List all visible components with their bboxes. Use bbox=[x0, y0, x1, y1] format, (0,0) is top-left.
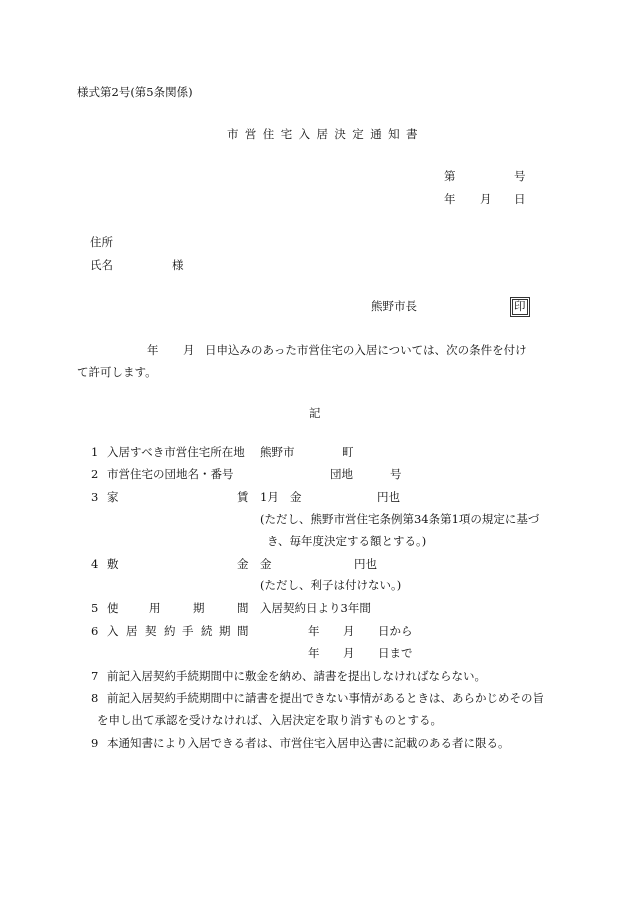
item3-yen: 円也 bbox=[377, 490, 400, 504]
document-title: 市営住宅入居決定通知書 bbox=[227, 127, 424, 141]
item-number: 5 bbox=[91, 601, 99, 615]
item1-label: 入居すべき市営住宅所在地 bbox=[107, 445, 245, 459]
item4-note: (ただし、利子は付けない。) bbox=[260, 578, 402, 592]
form-label: 様式第2号(第5条関係) bbox=[77, 85, 193, 99]
item5-char: 間 bbox=[237, 601, 249, 615]
item9-text: 本通知書により入居できる者は、市営住宅入居申込書に記載のある者に限る。 bbox=[107, 736, 510, 750]
item6-char: 手 bbox=[182, 624, 194, 638]
name-label: 氏名 bbox=[90, 258, 113, 272]
item-number: 2 bbox=[91, 467, 99, 481]
item2-gou: 号 bbox=[390, 467, 402, 481]
item3-chin: 賃 bbox=[237, 490, 249, 504]
item-number: 1 bbox=[91, 445, 99, 459]
address-label: 住所 bbox=[90, 235, 113, 249]
item6-from-month: 月 bbox=[343, 624, 355, 638]
item6-to-year: 年 bbox=[308, 646, 320, 660]
item6-to-month: 月 bbox=[343, 646, 355, 660]
item8-text2: を申し出て承認を受けなければ、入居決定を取り消すものとする。 bbox=[97, 713, 442, 727]
intro-month: 月 bbox=[183, 343, 195, 357]
honorific: 様 bbox=[172, 258, 184, 272]
item4-yen: 円也 bbox=[354, 557, 377, 571]
item3-kin: 金 bbox=[290, 490, 302, 504]
item5-char: 使 bbox=[107, 601, 119, 615]
issuer-mayor: 熊野市長 bbox=[371, 299, 417, 313]
item8-text1: 前記入居契約手続期間中に請書を提出できない事情があるときは、あらかじめその旨 bbox=[107, 691, 544, 705]
item4-kin: 金 bbox=[260, 557, 272, 571]
item-number: 4 bbox=[91, 557, 99, 571]
item-number: 6 bbox=[91, 624, 99, 638]
item6-char: 居 bbox=[126, 624, 138, 638]
item2-label: 市営住宅の団地名・番号 bbox=[107, 467, 234, 481]
item7-text: 前記入居契約手続期間中に敷金を納め、請書を提出しなければならない。 bbox=[107, 669, 487, 683]
intro-year: 年 bbox=[147, 343, 159, 357]
item6-char: 入 bbox=[107, 624, 119, 638]
item6-char: 約 bbox=[164, 624, 176, 638]
item6-from-year: 年 bbox=[308, 624, 320, 638]
date-year: 年 bbox=[444, 192, 456, 206]
item-number: 9 bbox=[91, 736, 99, 750]
item5-value: 入居契約日より3年間 bbox=[260, 601, 371, 615]
date-day: 日 bbox=[514, 192, 526, 206]
item3-ka: 家 bbox=[107, 490, 119, 504]
item-number: 7 bbox=[91, 669, 99, 683]
item6-char: 間 bbox=[237, 624, 249, 638]
item1-town: 町 bbox=[342, 445, 354, 459]
item6-char: 続 bbox=[201, 624, 213, 638]
official-seal bbox=[510, 297, 530, 317]
intro-line2: て許可します。 bbox=[77, 365, 157, 379]
item3-month: 1月 bbox=[260, 490, 279, 504]
item5-char: 用 bbox=[149, 601, 161, 615]
item-number: 8 bbox=[91, 691, 99, 705]
item4-kin-label: 金 bbox=[237, 557, 249, 571]
number-prefix: 第 bbox=[444, 169, 456, 183]
seal-text: 印 bbox=[514, 299, 526, 313]
item6-from: 日から bbox=[378, 624, 413, 638]
item5-char: 期 bbox=[193, 601, 205, 615]
item4-shiki: 敷 bbox=[107, 557, 119, 571]
item1-city: 熊野市 bbox=[260, 445, 295, 459]
item6-char: 期 bbox=[219, 624, 231, 638]
date-month: 月 bbox=[480, 192, 492, 206]
number-suffix: 号 bbox=[514, 169, 526, 183]
item-number: 3 bbox=[91, 490, 99, 504]
item3-note2: き、毎年度決定する額とする。) bbox=[267, 534, 427, 548]
item6-char: 契 bbox=[145, 624, 157, 638]
item6-to: 日まで bbox=[378, 646, 413, 660]
item3-note1: (ただし、熊野市営住宅条例第34条第1項の規定に基づ bbox=[260, 512, 540, 526]
ki-heading: 記 bbox=[309, 406, 321, 420]
intro-line1: 日申込みのあった市営住宅の入居については、次の条件を付け bbox=[205, 343, 527, 357]
item2-danchi: 団地 bbox=[330, 467, 353, 481]
